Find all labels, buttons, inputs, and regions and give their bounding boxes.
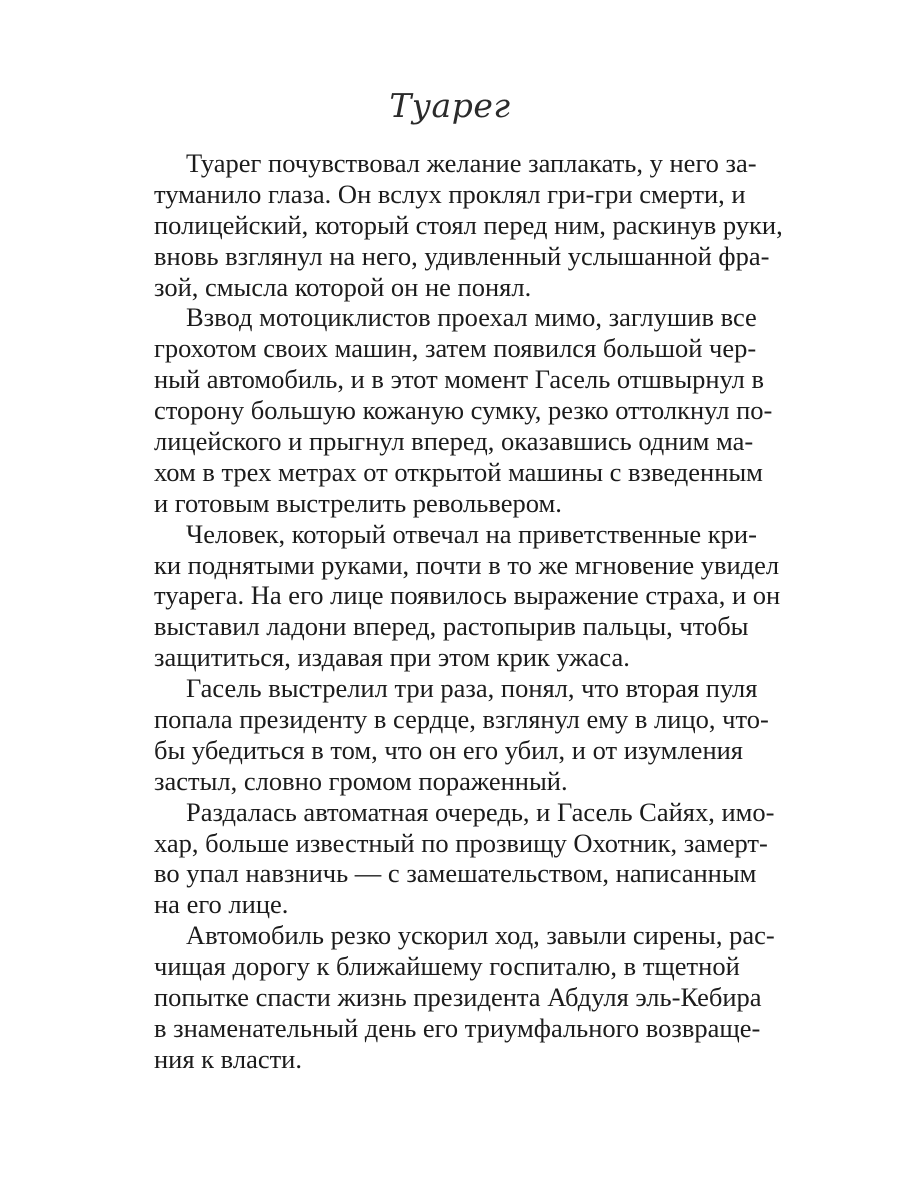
text-line: бы убедиться в том, что он его убил, и от изумления <box>154 734 743 765</box>
text-line: зой, смысла которой он не понял. <box>154 271 532 302</box>
text-line: защититься, издавая при этом крик ужаса. <box>154 642 630 673</box>
text-line: и готовым выстрелить револьвером. <box>154 487 562 518</box>
running-head: Туарег <box>389 86 511 125</box>
paragraph <box>154 673 769 797</box>
text-line: хом в трех метрах от открытой машины с взведенным <box>154 456 763 487</box>
paragraph <box>154 796 775 921</box>
text-line: попала президенту в сердце, взглянул ему в лицо, что- <box>154 704 769 735</box>
text-line: Раздалась автоматная очередь, и Гасель Сайях, имо- <box>186 796 775 827</box>
text-line: Человек, который отвечал на приветственные кри- <box>186 518 757 549</box>
text-line: в знаменательный день его триумфального возвраще- <box>154 1012 761 1043</box>
text-line: чищая дорогу к ближайшему госпиталю, в тщетной <box>154 951 740 982</box>
text-line: попытке спасти жизнь президента Абдуля эль-Кебира <box>154 982 762 1013</box>
body-text <box>154 148 783 1075</box>
text-line: Туарег почувствовал желание заплакать, у него за- <box>186 148 757 178</box>
text-line: на его лице. <box>154 889 289 920</box>
text-line: ный автомобиль, и в этот момент Гасель отшвырнул в <box>154 364 765 395</box>
paragraph <box>154 148 783 302</box>
paragraph <box>154 302 773 518</box>
text-line: во упал навзничь — с замешательством, написанным <box>154 858 757 889</box>
text-line: вновь взглянул на него, удивленный услышанной фра- <box>154 240 770 271</box>
paragraph <box>154 518 781 673</box>
text-line: ния к власти. <box>154 1043 302 1074</box>
text-line: туманило глаза. Он вслух проклял гри-гри смерти, и <box>154 178 746 209</box>
text-line: застыл, словно громом пораженный. <box>154 765 568 796</box>
text-line: Взвод мотоциклистов проехал мимо, заглушив все <box>186 302 757 333</box>
text-line: лицейского и прыгнул вперед, оказавшись одним ма- <box>154 426 754 457</box>
text-line: Автомобиль резко ускорил ход, завыли сирены, рас- <box>186 920 775 951</box>
text-line: Гасель выстрелил три раза, понял, что вторая пуля <box>186 673 758 704</box>
text-line: ки поднятыми руками, почти в то же мгновение увидел <box>154 549 780 580</box>
text-line: хар, больше известный по прозвищу Охотник, замерт- <box>154 827 768 858</box>
text-line: сторону большую кожаную сумку, резко оттолкнул по- <box>154 395 773 426</box>
text-line: выставил ладони вперед, растопырив пальцы, чтобы <box>154 611 749 642</box>
paragraph <box>154 920 775 1074</box>
text-line: полицейский, который стоял перед ним, раскинув руки, <box>154 209 783 240</box>
text-line: туарега. На его лице появилось выражение страха, и он <box>154 580 781 611</box>
text-line: грохотом своих машин, затем появился большой чер- <box>154 333 757 364</box>
